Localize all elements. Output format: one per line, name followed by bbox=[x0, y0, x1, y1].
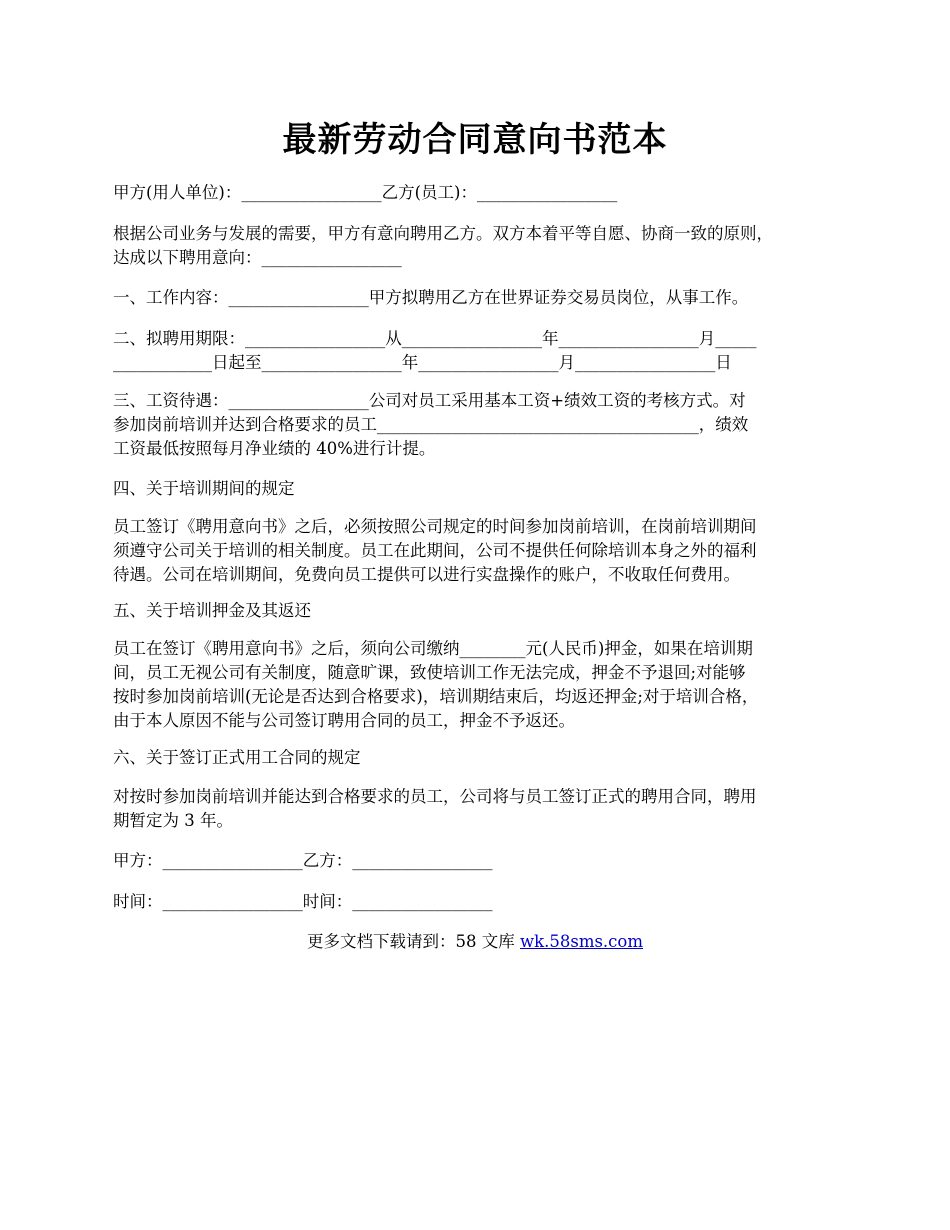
footer bbox=[0, 930, 950, 954]
section-5-heading: 五、关于培训押金及其返还 bbox=[113, 601, 311, 620]
signature-line: 甲方：_________________乙方：_________________ bbox=[113, 851, 493, 870]
section-4-body bbox=[113, 515, 843, 587]
intro-line-2: 达成以下聘用意向：_________________ bbox=[113, 248, 402, 267]
section-3-line-2: 参加岗前培训并达到合格要求的员工_______________________________________，绩效 bbox=[113, 415, 749, 434]
section-6-body bbox=[113, 785, 843, 833]
section-2-line-2: ____________日起至_________________年_________________月_________________日 bbox=[113, 353, 732, 372]
section-5-line-3: 按时参加岗前培训(无论是否达到合格要求)，培训期结束后，均返还押金;对于培训合格， bbox=[113, 687, 759, 706]
section-4-line-1: 员工签订《聘用意向书》之后，必须按照公司规定的时间参加岗前培训，在岗前培训期间 bbox=[113, 517, 757, 536]
section-6-line-2: 期暂定为 3 年。 bbox=[113, 811, 233, 830]
section-4-heading: 四、关于培训期间的规定 bbox=[113, 479, 295, 498]
section-6-line-1: 对按时参加岗前培训并能达到合格要求的员工，公司将与员工签订正式的聘用合同，聘用 bbox=[113, 787, 757, 806]
section-5-line-4: 由于本人原因不能与公司签订聘用合同的员工，押金不予返还。 bbox=[113, 711, 575, 730]
parties-line: 甲方(用人单位)：_________________乙方(员工)：_________________ bbox=[113, 183, 618, 202]
section-1-work-content: 一、工作内容：_________________甲方拟聘用乙方在世界证券交易员岗位，从事工作。 bbox=[113, 288, 749, 307]
section-3-line-1: 三、工资待遇：_________________公司对员工采用基本工资+绩效工资的考核方式。对 bbox=[113, 391, 746, 410]
date-line: 时间：_________________时间：_________________ bbox=[113, 892, 493, 911]
section-4-line-2: 须遵守公司关于培训的相关制度。员工在此期间，公司不提供任何除培训本身之外的福利 bbox=[113, 541, 757, 560]
footer-link[interactable]: wk.58sms.com bbox=[519, 932, 643, 951]
intro-line-1: 根据公司业务与发展的需要，甲方有意向聘用乙方。双方本着平等自愿、协商一致的原则， bbox=[113, 224, 773, 243]
page-title: 最新劳动合同意向书范本 bbox=[282, 120, 668, 160]
section-4-line-3: 待遇。公司在培训期间，免费向员工提供可以进行实盘操作的账户，不收取任何费用。 bbox=[113, 565, 740, 584]
footer-text: 更多文档下载请到：58 文库 bbox=[306, 932, 520, 951]
intro-paragraph bbox=[113, 222, 843, 270]
section-5-line-2: 间，员工无视公司有关制度，随意旷课，致使培训工作无法完成，押金不予退回;对能够 bbox=[113, 663, 746, 682]
section-2-term bbox=[113, 327, 843, 375]
section-6-heading: 六、关于签订正式用工合同的规定 bbox=[113, 748, 361, 767]
section-2-line-1: 二、拟聘用期限：_________________从_________________年_________________月_____ bbox=[113, 329, 757, 348]
section-5-body bbox=[113, 637, 843, 733]
section-5-line-1: 员工在签订《聘用意向书》之后，须向公司缴纳________元(人民币)押金，如果在培训期 bbox=[113, 639, 753, 658]
section-3-line-3: 工资最低按照每月净业绩的 40%进行计提。 bbox=[113, 439, 436, 458]
section-3-salary bbox=[113, 389, 843, 461]
